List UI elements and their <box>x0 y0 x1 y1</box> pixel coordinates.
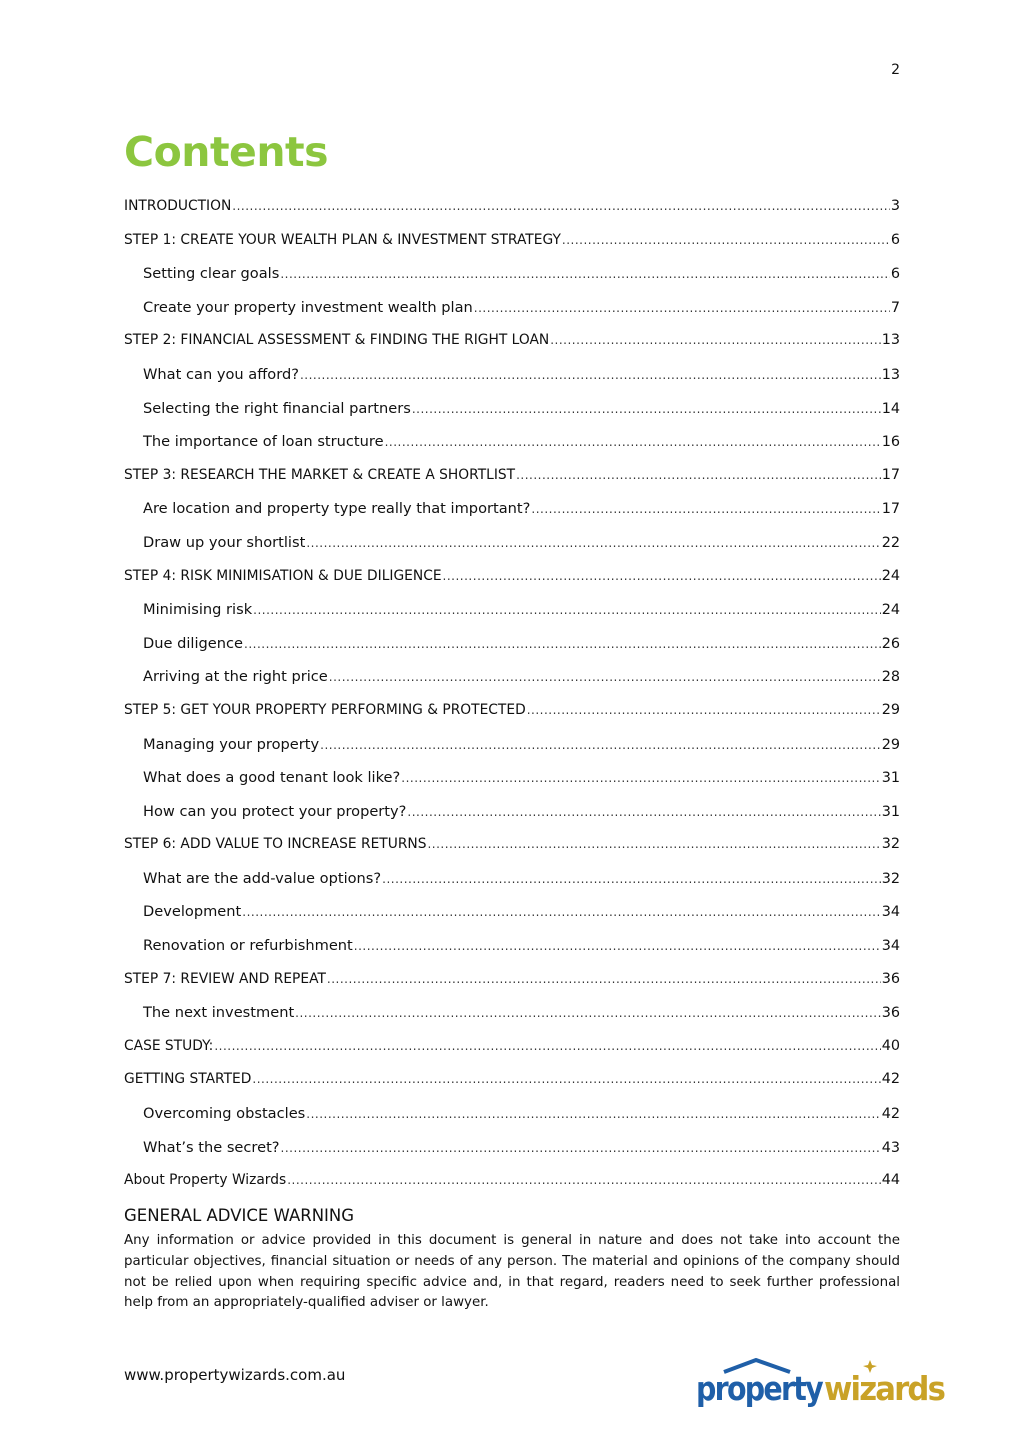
toc-entry-page: 29 <box>881 736 900 753</box>
toc-entry-page: 24 <box>881 602 900 619</box>
toc-entry-page: 32 <box>881 870 900 887</box>
toc-entry-label: What’s the secret? <box>143 1138 280 1156</box>
toc-dot-leader <box>329 669 881 685</box>
toc-entry[interactable] <box>124 1172 900 1206</box>
toc-entry-label: How can you protect your property? <box>143 802 407 820</box>
toc-entry[interactable] <box>124 332 900 366</box>
toc-entry-label: GETTING STARTED <box>124 1071 252 1088</box>
toc-dot-leader <box>382 871 881 887</box>
toc-entry[interactable] <box>124 903 900 937</box>
toc-dot-leader <box>295 1005 881 1021</box>
toc-dot-leader <box>531 501 880 517</box>
toc-entry-page: 26 <box>881 635 900 652</box>
toc-entry-label: INTRODUCTION <box>124 198 232 214</box>
toc-entry[interactable] <box>124 668 900 702</box>
toc-dot-leader <box>280 266 890 282</box>
toc-entry-page: 42 <box>881 1106 900 1123</box>
toc-entry-label: Draw up your shortlist <box>143 533 306 551</box>
toc-entry-page: 28 <box>881 669 900 686</box>
logo-text-property: property <box>696 1369 824 1408</box>
toc-entry-page: 7 <box>890 299 900 316</box>
toc-entry[interactable] <box>124 635 900 669</box>
toc-entry-page: 6 <box>890 231 900 248</box>
toc-entry[interactable] <box>124 702 900 736</box>
toc-dot-leader <box>281 1140 881 1156</box>
toc-entry-label: About Property Wizards <box>124 1172 287 1189</box>
toc-dot-leader <box>242 904 880 920</box>
toc-dot-leader <box>287 1172 881 1188</box>
warning-text: Any information or advice provided in this document is general in nature and does not take into account the particular objectives, financial situation or needs of any person. The material and opinions of the company should not be relied upon when requiring specific advice and, in that regard, readers need to seek further professional help from an appropriately-qualified adviser or lawyer. <box>124 1233 900 1311</box>
toc-dot-leader <box>252 1071 880 1087</box>
toc-entry[interactable] <box>124 299 900 333</box>
toc-entry[interactable] <box>124 971 900 1005</box>
toc-entry-label: Overcoming obstacles <box>143 1105 306 1123</box>
toc-entry[interactable] <box>124 1071 900 1105</box>
toc-entry-page: 6 <box>890 266 900 283</box>
toc-entry-label: Due diligence <box>143 634 244 652</box>
toc-dot-leader <box>474 300 890 316</box>
toc-entry-page: 3 <box>890 198 900 214</box>
toc-entry-page: 32 <box>881 836 900 853</box>
toc-entry-label: Create your property investment wealth plan <box>143 298 473 316</box>
toc-dot-leader <box>427 836 880 852</box>
toc-entry-page: 16 <box>881 434 900 451</box>
toc-entry-page: 40 <box>881 1037 900 1054</box>
toc-entry-label: Are location and property type really that important? <box>143 500 531 518</box>
toc-entry-label: STEP 7: REVIEW AND REPEAT <box>124 970 326 987</box>
toc-entry-page: 43 <box>881 1139 900 1156</box>
toc-dot-leader <box>244 636 881 652</box>
toc-entry[interactable] <box>124 1105 900 1139</box>
toc-entry-page: 34 <box>881 904 900 921</box>
toc-entry[interactable] <box>124 534 900 568</box>
toc-entry-page: 17 <box>881 501 900 518</box>
toc-entry-page: 36 <box>881 1005 900 1022</box>
toc-entry-label: The importance of loan structure <box>143 433 384 451</box>
toc-entry-label: Arriving at the right price <box>143 668 328 686</box>
toc-entry-label: STEP 4: RISK MINIMISATION & DUE DILIGENCE <box>124 567 442 584</box>
toc-entry[interactable] <box>124 870 900 904</box>
toc-entry-label: STEP 1: CREATE YOUR WEALTH PLAN & INVESTMENT STRATEGY <box>124 231 561 248</box>
toc-dot-leader <box>385 434 881 450</box>
toc-entry-label: What does a good tenant look like? <box>143 769 401 787</box>
toc-entry-label: STEP 6: ADD VALUE TO INCREASE RETURNS <box>124 836 427 853</box>
toc-entry-label: The next investment <box>143 1004 295 1022</box>
toc-entry-label: CASE STUDY: <box>124 1037 214 1054</box>
toc-entry-label: STEP 5: GET YOUR PROPERTY PERFORMING & PROTECTED <box>124 701 526 718</box>
toc-dot-leader <box>562 232 890 248</box>
toc-entry-label: Minimising risk <box>143 601 253 619</box>
toc-entry-page: 22 <box>881 534 900 551</box>
warning-heading: GENERAL ADVICE WARNING <box>124 1206 355 1225</box>
toc-entry-page: 14 <box>881 400 900 417</box>
toc-dot-leader <box>354 938 881 954</box>
toc-dot-leader <box>516 467 881 483</box>
toc-dot-leader <box>401 770 880 786</box>
toc-entry-page: 31 <box>881 803 900 820</box>
toc-dot-leader <box>527 702 881 718</box>
toc-entry-label: Renovation or refurbishment <box>143 937 353 955</box>
toc-dot-leader <box>550 332 880 348</box>
page-number: 2 <box>891 62 900 78</box>
toc-dot-leader <box>407 804 880 820</box>
toc-entry-page: 24 <box>881 567 900 584</box>
toc-entry[interactable] <box>124 198 900 232</box>
toc-dot-leader <box>232 198 890 214</box>
toc-entry[interactable] <box>124 232 900 266</box>
toc-entry[interactable] <box>124 769 900 803</box>
toc-entry[interactable] <box>124 500 900 534</box>
toc-entry-page: 44 <box>881 1172 900 1189</box>
toc-entry-page: 13 <box>881 366 900 383</box>
toc-entry[interactable] <box>124 400 900 434</box>
toc-entry-page: 17 <box>881 466 900 483</box>
toc-entry-page: 42 <box>881 1071 900 1088</box>
toc-dot-leader <box>306 535 880 551</box>
toc-dot-leader <box>412 401 881 417</box>
toc-entry[interactable] <box>124 803 900 837</box>
toc-entry[interactable] <box>124 1004 900 1038</box>
toc-dot-leader <box>327 971 881 987</box>
toc-entry-page: 31 <box>881 770 900 787</box>
toc-entry[interactable] <box>124 1139 900 1173</box>
toc-entry[interactable] <box>124 568 900 602</box>
toc-entry-label: Setting clear goals <box>143 265 280 283</box>
table-of-contents <box>124 198 900 1206</box>
toc-entry[interactable] <box>124 467 900 501</box>
toc-entry[interactable] <box>124 366 900 400</box>
toc-entry[interactable] <box>124 433 900 467</box>
toc-entry-page: 36 <box>881 970 900 987</box>
toc-dot-leader <box>300 367 881 383</box>
toc-entry-page: 13 <box>881 332 900 349</box>
toc-dot-leader <box>320 737 881 753</box>
toc-entry-label: Managing your property <box>143 735 320 753</box>
toc-entry-page: 29 <box>881 701 900 718</box>
toc-entry[interactable] <box>124 601 900 635</box>
toc-entry[interactable] <box>124 736 900 770</box>
toc-entry-label: What are the add-value options? <box>143 869 382 887</box>
toc-dot-leader <box>443 568 881 584</box>
toc-entry[interactable] <box>124 265 900 299</box>
toc-dot-leader <box>306 1106 880 1122</box>
toc-entry-page: 34 <box>881 938 900 955</box>
toc-entry-label: What can you afford? <box>143 365 299 383</box>
toc-entry[interactable] <box>124 1038 900 1072</box>
toc-entry-label: STEP 3: RESEARCH THE MARKET & CREATE A SHORTLIST <box>124 466 516 483</box>
logo-text-wizards: wizards <box>824 1369 946 1408</box>
toc-entry-label: STEP 2: FINANCIAL ASSESSMENT & FINDING THE RIGHT LOAN <box>124 332 550 349</box>
toc-dot-leader <box>214 1038 880 1054</box>
toc-dot-leader <box>253 602 881 618</box>
page-title: Contents <box>124 128 329 176</box>
toc-entry-label: Development <box>143 903 242 921</box>
toc-entry[interactable] <box>124 836 900 870</box>
toc-entry[interactable] <box>124 937 900 971</box>
toc-entry-label: Selecting the right financial partners <box>143 399 411 417</box>
website-link[interactable]: www.propertywizards.com.au <box>124 1366 346 1384</box>
property-wizards-logo <box>694 1356 946 1412</box>
